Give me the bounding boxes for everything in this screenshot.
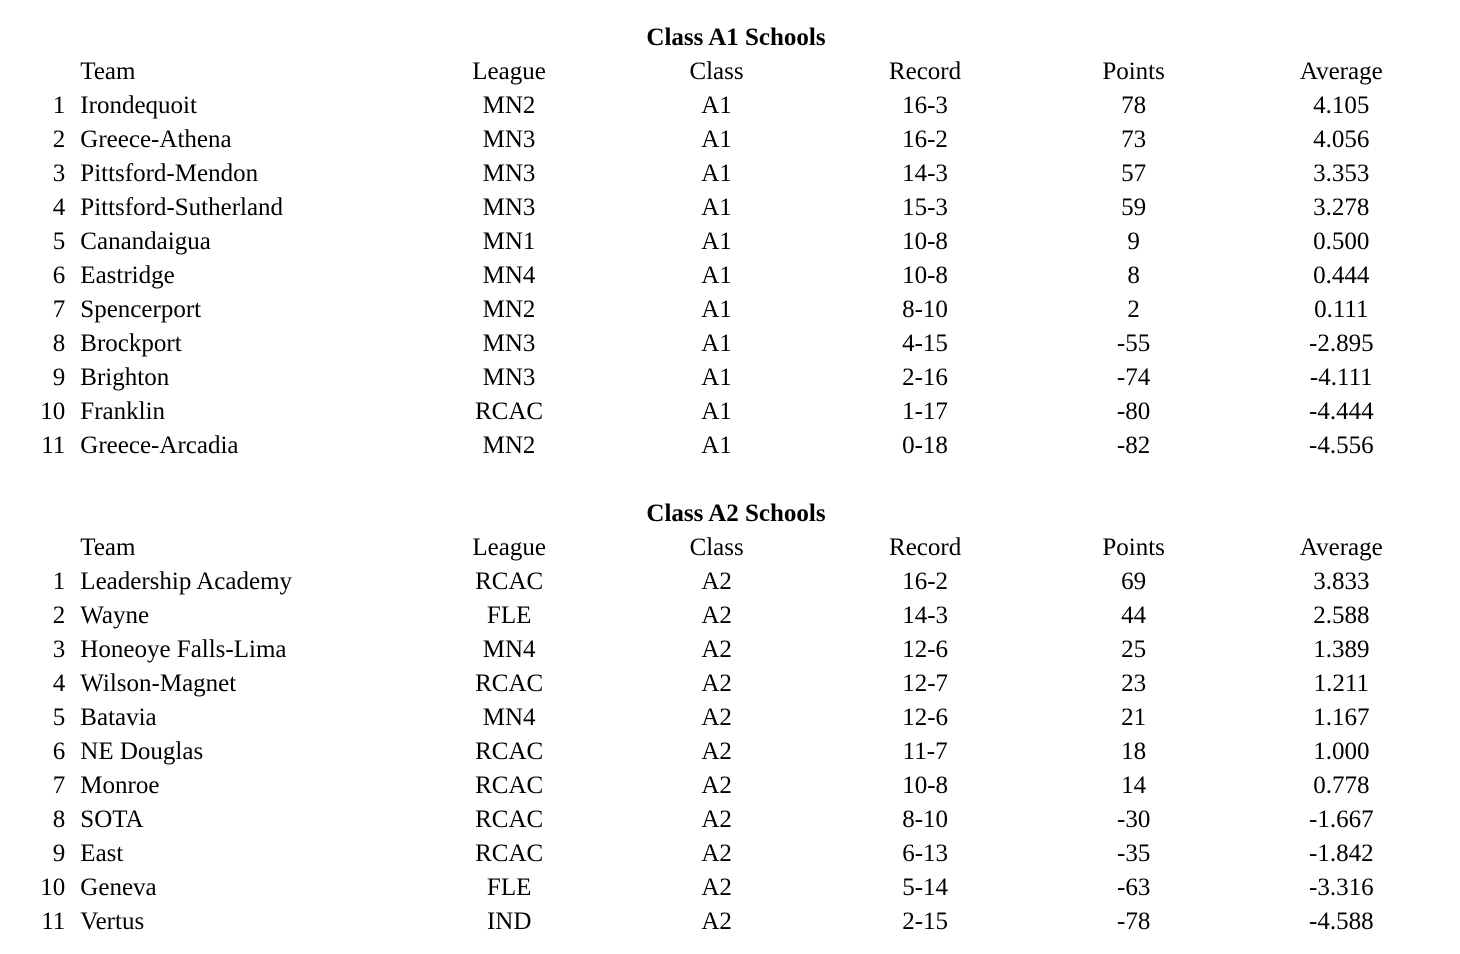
- section-title: Class A1 Schools: [646, 24, 826, 51]
- cell-points: 44: [1121, 602, 1147, 629]
- cell-record: 8-10: [902, 806, 949, 833]
- cell-record: 16-3: [902, 92, 948, 119]
- cell-team: Honeoye Falls-Lima: [80, 636, 287, 663]
- cell-team: Batavia: [80, 704, 157, 731]
- cell-record: 6-13: [902, 840, 949, 867]
- cell-team: Leadership Academy: [80, 568, 293, 595]
- cell-class: A1: [701, 92, 732, 119]
- cell-rank: 1: [52, 92, 66, 119]
- cell-points: 9: [1127, 228, 1140, 255]
- cell-record: 10-8: [902, 772, 949, 799]
- cell-points: -35: [1117, 840, 1151, 867]
- cell-points: -82: [1116, 432, 1151, 459]
- cell-points: 14: [1121, 772, 1147, 799]
- cell-rank: 5: [52, 228, 66, 255]
- cell-points: 78: [1121, 92, 1147, 119]
- cell-rank: 9: [52, 364, 66, 391]
- cell-league: RCAC: [475, 670, 544, 697]
- cell-points: -74: [1116, 364, 1151, 391]
- cell-average: 3.278: [1313, 194, 1370, 221]
- cell-class: A1: [701, 126, 732, 153]
- cell-points: 25: [1121, 636, 1147, 663]
- cell-rank: 7: [52, 772, 66, 799]
- cell-points: -80: [1116, 398, 1151, 425]
- table-row: [0, 191, 1460, 225]
- cell-record: 10-8: [902, 228, 948, 255]
- table-row: [0, 157, 1460, 191]
- cell-record: 8-10: [902, 296, 948, 323]
- cell-league: MN4: [482, 636, 536, 663]
- cell-team: Greece-Arcadia: [80, 432, 239, 459]
- cell-league: MN3: [482, 160, 536, 187]
- table-row: [0, 225, 1460, 259]
- table-row: [0, 667, 1460, 701]
- cell-points: 73: [1121, 126, 1147, 153]
- cell-record: 4-15: [902, 330, 948, 357]
- cell-record: 2-15: [902, 908, 949, 935]
- cell-points: 59: [1121, 194, 1147, 221]
- header-team: Team: [80, 534, 136, 561]
- cell-points: 23: [1121, 670, 1147, 697]
- cell-team: Greece-Athena: [80, 126, 232, 153]
- cell-record: 0-18: [902, 432, 948, 459]
- cell-average: -4.556: [1309, 432, 1374, 459]
- table-row: [0, 89, 1460, 123]
- cell-team: Monroe: [80, 772, 160, 799]
- cell-class: A2: [701, 568, 732, 595]
- standings-table: [0, 55, 1460, 463]
- cell-team: Spencerport: [80, 296, 202, 323]
- cell-average: 4.056: [1313, 126, 1370, 153]
- cell-record: 14-3: [902, 160, 948, 187]
- cell-team: Wilson-Magnet: [80, 670, 237, 697]
- cell-points: -30: [1117, 806, 1151, 833]
- cell-team: Irondequoit: [80, 92, 197, 119]
- cell-rank: 10: [40, 874, 66, 901]
- cell-rank: 11: [41, 432, 66, 459]
- cell-class: A2: [701, 602, 732, 629]
- table-body: [0, 89, 1460, 463]
- cell-average: 1.211: [1313, 670, 1369, 697]
- table-row: [0, 905, 1460, 939]
- cell-points: 2: [1127, 296, 1140, 323]
- header-league: League: [472, 534, 546, 561]
- cell-team: East: [80, 840, 124, 867]
- table-row: [0, 395, 1460, 429]
- cell-average: 0.444: [1313, 262, 1370, 289]
- cell-record: 1-17: [902, 398, 948, 425]
- cell-rank: 2: [52, 602, 66, 629]
- table-row: [0, 429, 1460, 463]
- cell-class: A2: [701, 840, 732, 867]
- table-row: [0, 803, 1460, 837]
- cell-rank: 8: [52, 806, 66, 833]
- header-points: Points: [1102, 534, 1165, 561]
- cell-team: Brighton: [80, 364, 170, 391]
- cell-record: 10-8: [902, 262, 948, 289]
- header-league: League: [472, 58, 546, 85]
- cell-class: A1: [701, 398, 732, 425]
- cell-class: A1: [701, 330, 732, 357]
- cell-record: 12-7: [902, 670, 949, 697]
- cell-team: Brockport: [80, 330, 182, 357]
- cell-team: SOTA: [80, 806, 144, 833]
- cell-average: 1.389: [1313, 636, 1370, 663]
- cell-league: FLE: [486, 874, 532, 901]
- cell-average: 0.778: [1313, 772, 1370, 799]
- table-row: [0, 871, 1460, 905]
- cell-league: RCAC: [475, 772, 544, 799]
- cell-rank: 10: [40, 398, 66, 425]
- cell-record: 16-2: [902, 568, 949, 595]
- cell-class: A2: [701, 908, 732, 935]
- table-row: [0, 599, 1460, 633]
- cell-rank: 8: [52, 330, 66, 357]
- cell-average: -4.111: [1309, 364, 1373, 391]
- cell-class: A2: [701, 806, 732, 833]
- cell-league: MN3: [482, 364, 536, 391]
- header-rank: [0, 55, 80, 89]
- cell-team: Wayne: [80, 602, 150, 629]
- cell-points: -78: [1117, 908, 1151, 935]
- cell-average: 1.000: [1313, 738, 1370, 765]
- cell-class: A1: [701, 228, 732, 255]
- cell-league: MN4: [482, 704, 536, 731]
- cell-team: Pittsford-Mendon: [80, 160, 259, 187]
- cell-record: 2-16: [902, 364, 948, 391]
- cell-team: Pittsford-Sutherland: [80, 194, 284, 221]
- cell-average: 0.111: [1314, 296, 1369, 323]
- cell-league: RCAC: [475, 568, 544, 595]
- table-row: [0, 769, 1460, 803]
- cell-league: MN3: [482, 194, 536, 221]
- cell-average: -1.667: [1309, 806, 1374, 833]
- table-body: [0, 565, 1460, 939]
- cell-points: 18: [1121, 738, 1147, 765]
- cell-league: RCAC: [474, 398, 544, 425]
- header-record: Record: [889, 534, 962, 561]
- cell-team: Geneva: [80, 874, 157, 901]
- table-row: [0, 123, 1460, 157]
- header-class: Class: [689, 58, 744, 85]
- header-average: Average: [1299, 534, 1383, 561]
- table-row: [0, 837, 1460, 871]
- cell-rank: 2: [52, 126, 66, 153]
- cell-league: MN2: [482, 92, 536, 119]
- cell-average: -4.588: [1309, 908, 1374, 935]
- cell-league: RCAC: [475, 840, 544, 867]
- cell-league: MN1: [482, 228, 536, 255]
- cell-points: 21: [1121, 704, 1147, 731]
- header-record: Record: [888, 58, 962, 85]
- cell-average: 2.588: [1313, 602, 1370, 629]
- cell-class: A2: [701, 670, 732, 697]
- cell-points: 69: [1121, 568, 1147, 595]
- table-row: [0, 565, 1460, 599]
- cell-rank: 4: [52, 194, 66, 221]
- cell-rank: 3: [52, 160, 66, 187]
- table-row: [0, 701, 1460, 735]
- cell-class: A2: [701, 738, 732, 765]
- cell-points: 57: [1121, 160, 1147, 187]
- cell-average: -4.444: [1309, 398, 1374, 425]
- header-class: Class: [689, 534, 744, 561]
- cell-points: -55: [1116, 330, 1151, 357]
- cell-class: A2: [701, 704, 732, 731]
- cell-rank: 9: [52, 840, 66, 867]
- cell-average: 3.353: [1313, 160, 1370, 187]
- cell-rank: 6: [52, 738, 66, 765]
- cell-class: A1: [701, 296, 732, 323]
- cell-record: 5-14: [902, 874, 949, 901]
- table-row: [0, 361, 1460, 395]
- cell-rank: 3: [52, 636, 66, 663]
- cell-points: -63: [1117, 874, 1151, 901]
- cell-average: 1.167: [1313, 704, 1370, 731]
- cell-average: 4.105: [1313, 92, 1370, 119]
- cell-league: FLE: [486, 602, 532, 629]
- header-team: Team: [80, 58, 136, 85]
- cell-league: RCAC: [475, 738, 544, 765]
- cell-class: A1: [701, 364, 732, 391]
- cell-points: 8: [1127, 262, 1140, 289]
- cell-league: MN3: [482, 126, 536, 153]
- cell-league: MN2: [482, 296, 536, 323]
- cell-average: -1.842: [1309, 840, 1374, 867]
- header-points: Points: [1102, 58, 1165, 85]
- cell-rank: 1: [52, 568, 66, 595]
- cell-league: MN4: [482, 262, 536, 289]
- cell-team: Eastridge: [80, 262, 175, 289]
- cell-league: RCAC: [475, 806, 544, 833]
- cell-class: A1: [701, 194, 732, 221]
- cell-record: 12-6: [902, 636, 949, 663]
- cell-average: 3.833: [1313, 568, 1370, 595]
- table-row: [0, 735, 1460, 769]
- cell-rank: 4: [52, 670, 66, 697]
- cell-record: 15-3: [902, 194, 948, 221]
- cell-class: A1: [701, 262, 732, 289]
- cell-record: 11-7: [902, 738, 948, 765]
- cell-class: A2: [701, 874, 732, 901]
- cell-record: 16-2: [902, 126, 948, 153]
- table-row: [0, 327, 1460, 361]
- cell-average: 0.500: [1313, 228, 1370, 255]
- section-title: Class A2 Schools: [646, 500, 826, 527]
- cell-team: Canandaigua: [80, 228, 211, 255]
- cell-team: Franklin: [80, 398, 166, 425]
- cell-rank: 5: [52, 704, 66, 731]
- header-average: Average: [1299, 58, 1383, 85]
- cell-rank: 6: [52, 262, 66, 289]
- cell-league: MN2: [482, 432, 536, 459]
- cell-average: -3.316: [1309, 874, 1374, 901]
- table-row: [0, 633, 1460, 667]
- cell-class: A2: [701, 636, 732, 663]
- header-row: [0, 531, 1460, 565]
- cell-league: MN3: [482, 330, 536, 357]
- table-row: [0, 293, 1460, 327]
- cell-average: -2.895: [1309, 330, 1374, 357]
- standings-table: [0, 531, 1460, 939]
- cell-class: A1: [701, 160, 732, 187]
- cell-class: A1: [701, 432, 732, 459]
- table-row: [0, 259, 1460, 293]
- cell-rank: 11: [41, 908, 66, 935]
- cell-record: 12-6: [902, 704, 949, 731]
- cell-class: A2: [701, 772, 732, 799]
- cell-league: IND: [486, 908, 532, 935]
- cell-rank: 7: [52, 296, 66, 323]
- cell-team: NE Douglas: [80, 738, 204, 765]
- header-rank: [0, 531, 80, 565]
- header-row: [0, 55, 1460, 89]
- cell-team: Vertus: [80, 908, 145, 935]
- cell-record: 14-3: [902, 602, 949, 629]
